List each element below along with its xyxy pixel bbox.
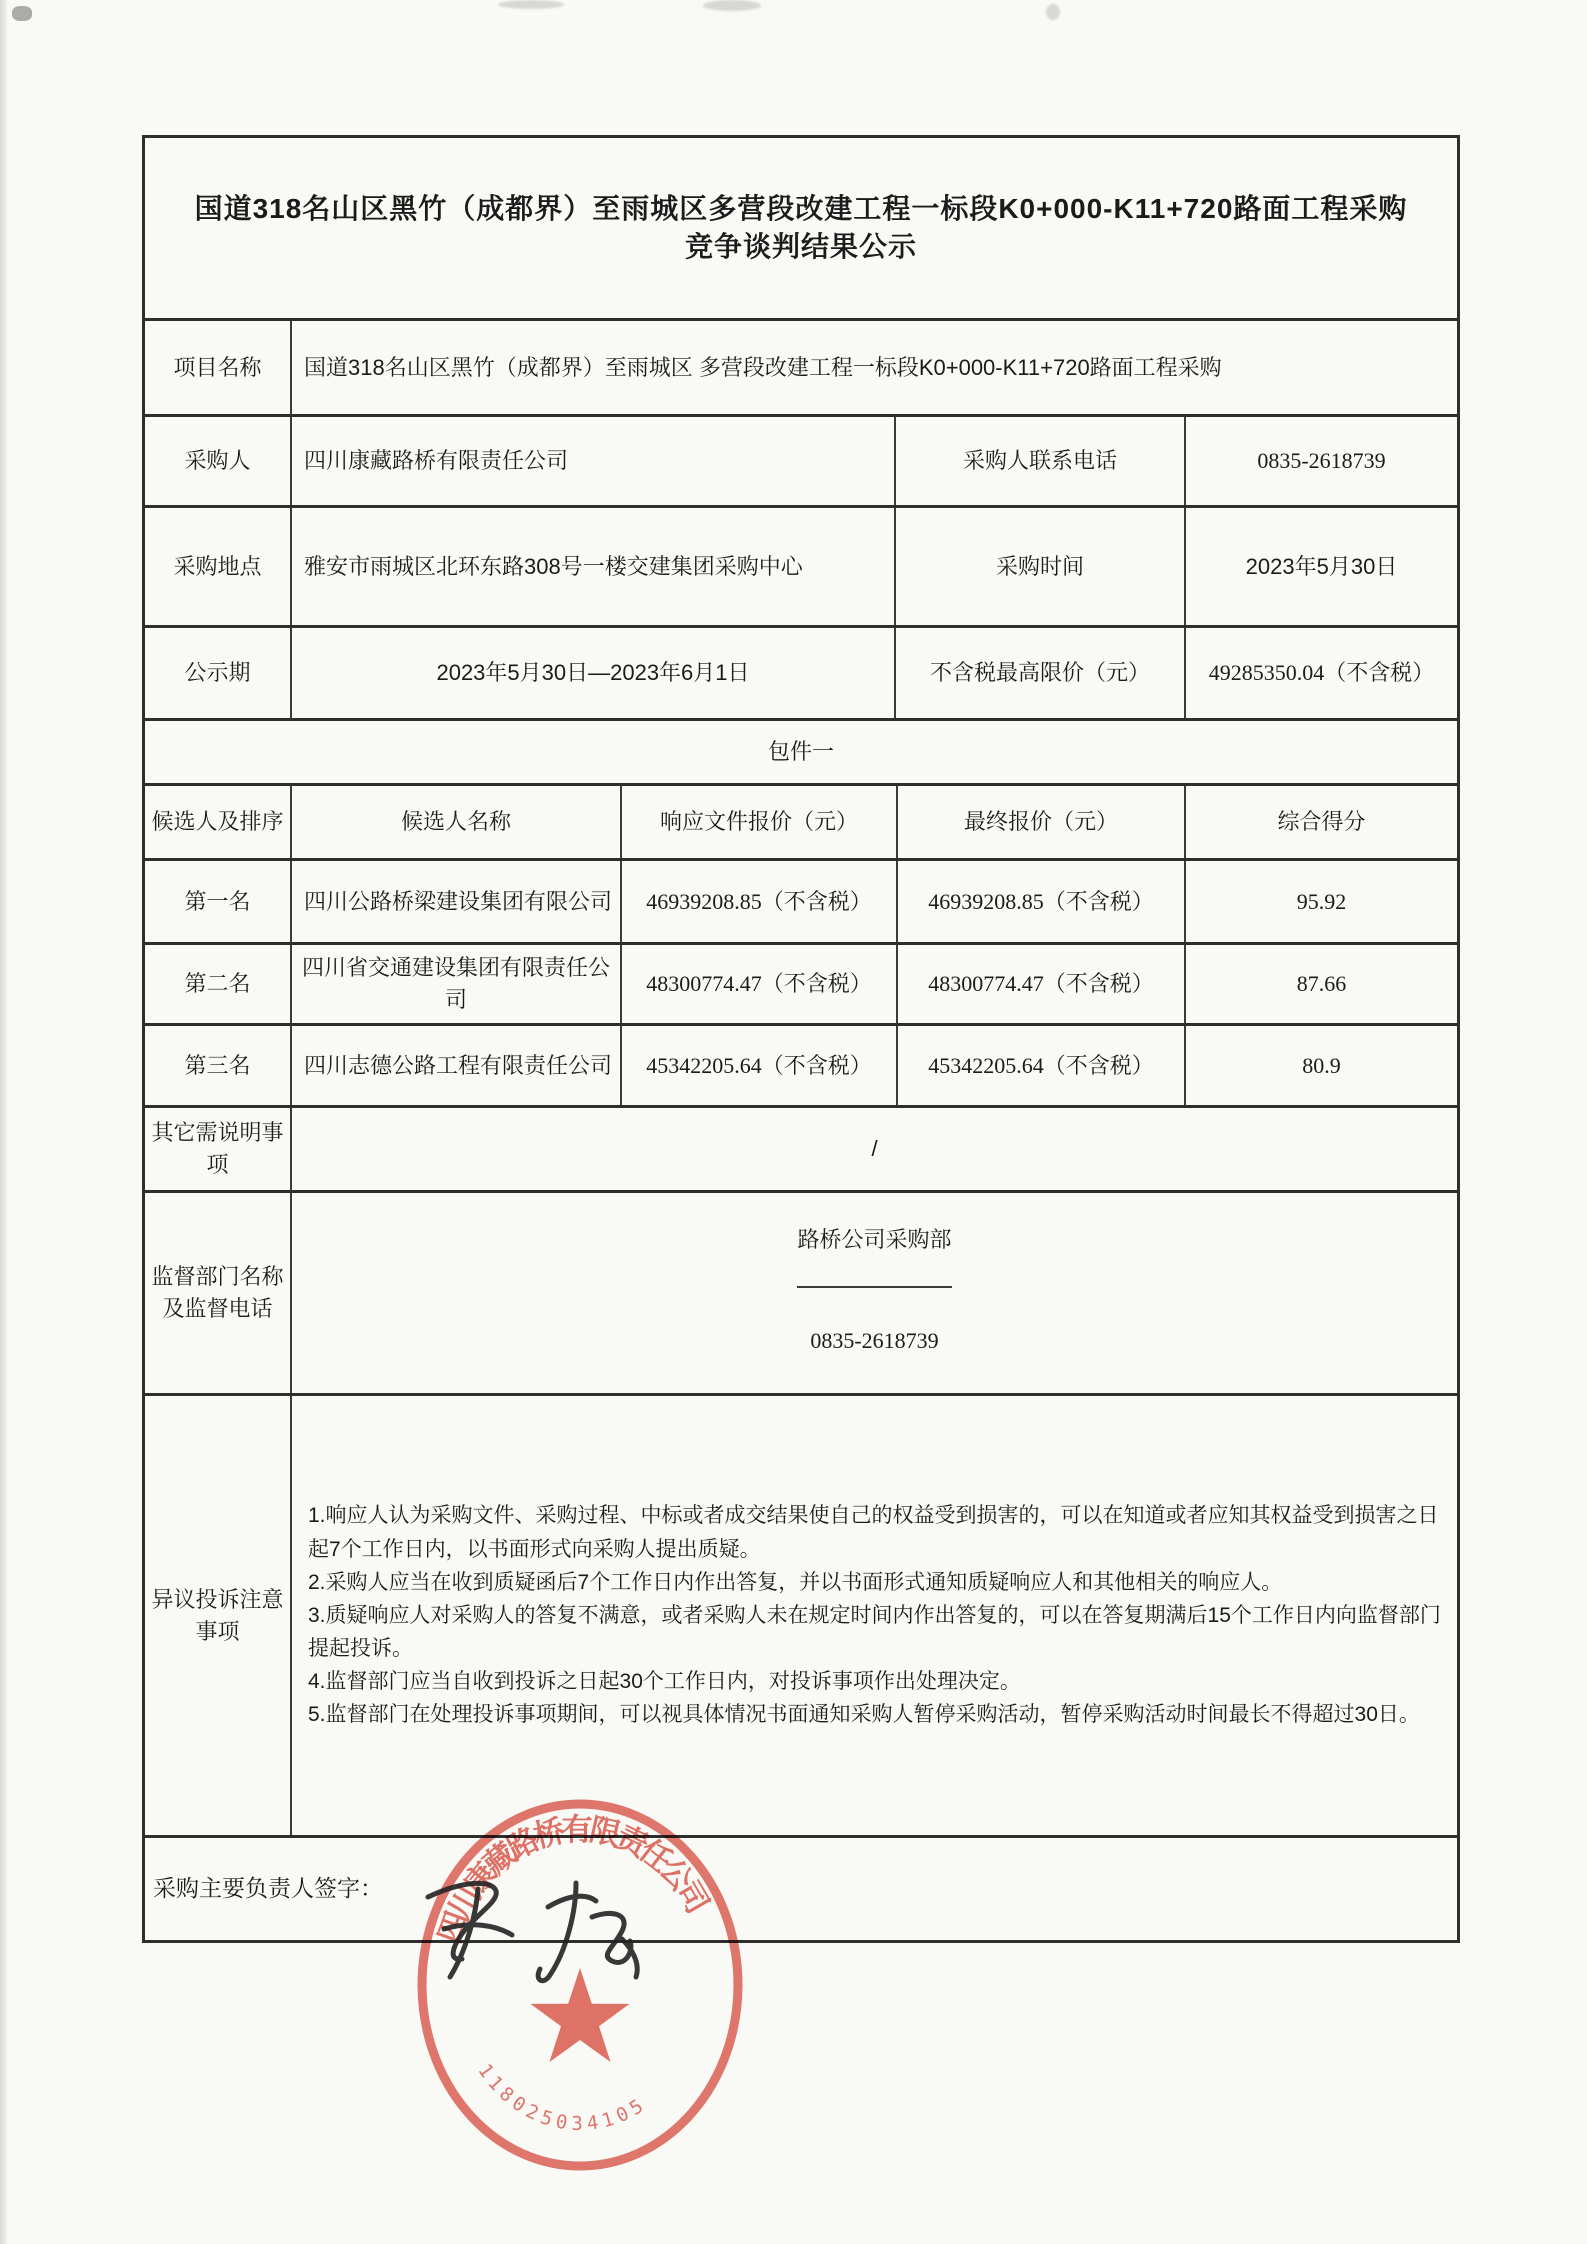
candidate-2-final-price: 48300774.47（不含税） — [898, 945, 1186, 1023]
purchaser-phone-label: 采购人联系电话 — [896, 417, 1186, 505]
table-row — [145, 1026, 1457, 1108]
row-signature — [145, 1838, 1457, 1940]
objection-item-4: 4.监督部门应当自收到投诉之日起30个工作日内，对投诉事项作出处理决定。 — [308, 1670, 1021, 1694]
header-rank: 候选人及排序 — [145, 786, 292, 858]
purchase-time-value: 2023年5月30日 — [1245, 553, 1398, 579]
project-name-label: 项目名称 — [145, 321, 292, 414]
scan-artifact — [1046, 4, 1060, 20]
signature-strokes — [428, 1883, 637, 1981]
row-other-notes — [145, 1108, 1457, 1193]
row-location — [145, 508, 1457, 628]
candidate-1-name: 四川公路桥梁建设集团有限公司 — [292, 861, 622, 942]
package-title: 包件一 — [767, 739, 834, 765]
max-price-label: 不含税最高限价（元） — [896, 628, 1186, 718]
purchaser-label: 采购人 — [145, 417, 292, 505]
header-candidate-name: 候选人名称 — [292, 786, 622, 858]
purchaser-value: 四川康藏路桥有限责任公司 — [292, 417, 896, 505]
document-title-row — [145, 138, 1457, 321]
project-name-value: 国道318名山区黑竹（成都界）至雨城区 多营段改建工程一标段K0+000-K11+720路面工程采购 — [304, 354, 1222, 380]
candidate-2-rank: 第二名 — [145, 945, 292, 1023]
candidate-2-score: 87.66 — [1296, 971, 1347, 997]
row-purchaser — [145, 417, 1457, 508]
stamp-company-text: 四川康藏路桥有限责任公司 — [431, 1811, 718, 1948]
objection-items — [292, 1396, 1457, 1835]
location-value: 雅安市雨城区北环东路308号一楼交建集团采购中心 — [292, 508, 896, 625]
procurement-result-table — [142, 135, 1460, 1943]
header-score: 综合得分 — [1277, 809, 1366, 835]
stamp-number-text: 118025034105 — [473, 2059, 652, 2135]
signature-label: 采购主要负责人签字： — [153, 1875, 383, 1902]
supervision-label: 监督部门名称及监督电话 — [145, 1193, 292, 1393]
other-notes-value: / — [871, 1136, 878, 1162]
candidate-1-final-price: 46939208.85（不含税） — [898, 861, 1186, 942]
supervision-values — [292, 1193, 1457, 1393]
candidate-3-doc-price: 45342205.64（不含税） — [622, 1026, 898, 1105]
candidate-3-rank: 第三名 — [145, 1026, 292, 1105]
scan-artifact — [703, 0, 761, 11]
publicity-period-label: 公示期 — [145, 628, 292, 718]
row-objection-notes — [145, 1396, 1457, 1838]
signature — [400, 1855, 720, 2005]
objection-item-2: 2.采购人应当在收到质疑函后7个工作日内作出答复，并以书面形式通知质疑响应人和其他相关的响应人。 — [308, 1570, 1283, 1594]
candidate-1-doc-price: 46939208.85（不含税） — [622, 861, 898, 942]
scan-artifact — [498, 0, 564, 9]
table-row — [145, 945, 1457, 1026]
objection-item-5: 5.监督部门在处理投诉事项期间，可以视具体情况书面通知采购人暂停采购活动，暂停采购活动时间最长不得超过30日。 — [308, 1703, 1420, 1727]
purchase-time-label: 采购时间 — [896, 508, 1186, 625]
candidate-3-score: 80.9 — [1302, 1052, 1341, 1078]
max-price-value: 49285350.04（不含税） — [1208, 660, 1435, 686]
candidate-3-final-price: 45342205.64（不含税） — [898, 1026, 1186, 1105]
other-notes-label: 其它需说明事项 — [145, 1108, 292, 1190]
candidate-1-score: 95.92 — [1296, 888, 1347, 914]
table-row — [145, 861, 1457, 945]
objection-label: 异议投诉注意事项 — [145, 1396, 292, 1835]
objection-item-3: 3.质疑响应人对采购人的答复不满意，或者采购人未在规定时间内作出答复的，可以在答复期满后15个工作日内向监督部门提起投诉。 — [308, 1603, 1441, 1661]
objection-item-1: 1.响应人认为采购文件、采购过程、中标或者成交结果使自己的权益受到损害的，可以在知道或者应知其权益受到损害之日起7个工作日内，以书面形式向采购人提出质疑。 — [308, 1504, 1439, 1561]
header-doc-price: 响应文件报价（元） — [622, 786, 898, 858]
candidates-header-row — [145, 786, 1457, 861]
publicity-period-value: 2023年5月30日—2023年6月1日 — [292, 628, 896, 718]
candidate-2-doc-price: 48300774.47（不含税） — [622, 945, 898, 1023]
scan-artifact — [12, 6, 32, 21]
candidate-3-name: 四川志德公路工程有限责任公司 — [292, 1026, 622, 1105]
scan-edge-shadow — [0, 0, 7, 2244]
row-supervision — [145, 1193, 1457, 1396]
document-title-line-1: 国道318名山区黑竹（成都界）至雨城区多营段改建工程一标段K0+000-K11+720路面工程采购 — [194, 193, 1408, 225]
document-title-line-2: 竞争谈判结果公示 — [684, 231, 917, 262]
row-publicity-period — [145, 628, 1457, 721]
candidate-2-name: 四川省交通建设集团有限责任公司 — [292, 945, 622, 1023]
location-label: 采购地点 — [145, 508, 292, 625]
header-final-price: 最终报价（元） — [898, 786, 1186, 858]
supervision-phone: 0835-2618739 — [810, 1327, 939, 1353]
row-package-title — [145, 721, 1457, 786]
candidate-1-rank: 第一名 — [145, 861, 292, 942]
supervision-dept: 路桥公司采购部 — [797, 1193, 951, 1288]
row-project-name — [145, 321, 1457, 417]
purchaser-phone-value: 0835-2618739 — [1257, 448, 1386, 474]
